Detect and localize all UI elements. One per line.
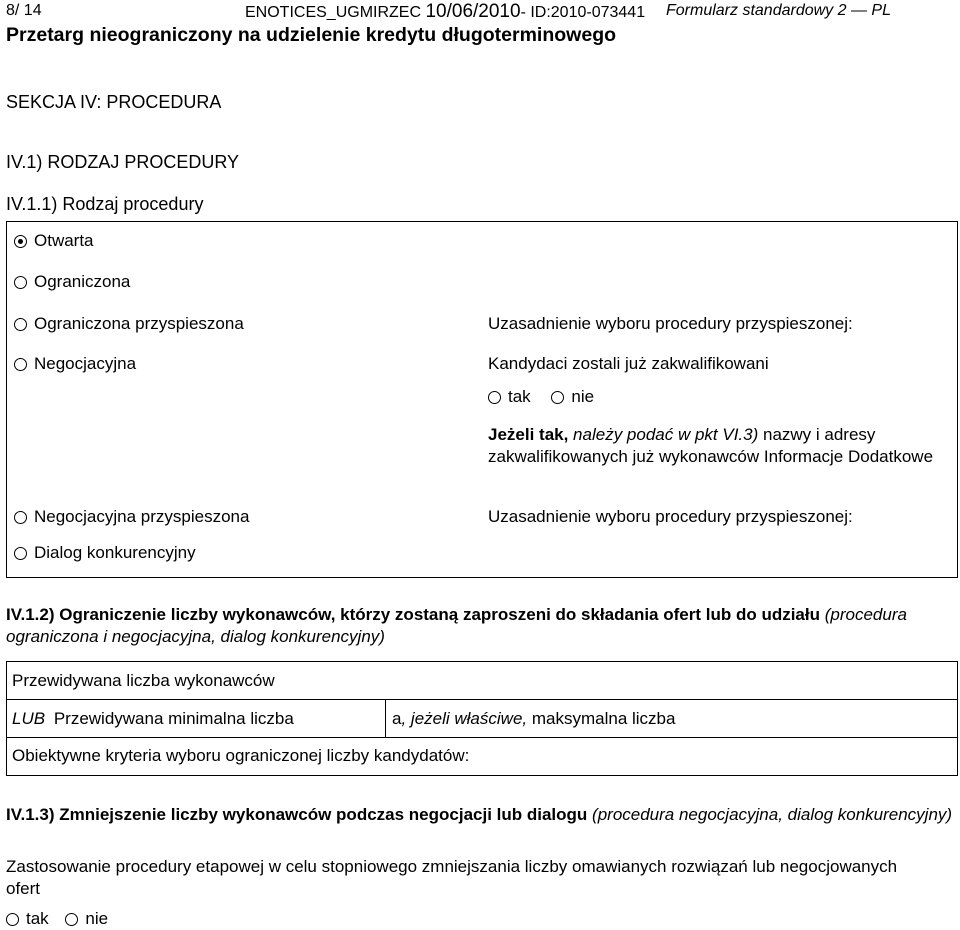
jezeli-rest: nazwy i adresy zakwalifikowanych już wykonawców Informacje Dodatkowe: [488, 425, 934, 466]
iv13-bold: IV.1.3) Zmniejszenie liczby wykonawców podczas negocjacji lub dialogu: [6, 805, 588, 824]
iv12-italic: (procedura ograniczona i negocjacyjna, dialog konkurencyjny): [6, 605, 907, 646]
radio-dialog-label: Dialog konkurencyjny: [34, 543, 196, 562]
iv12-heading: [6, 604, 956, 648]
iv11-heading: IV.1.1) Rodzaj procedury: [6, 194, 204, 214]
zastosowanie-label: Zastosowanie procedury etapowej w celu stopniowego zmniejszania liczby omawianych rozwiązań lub negocjowanych ofert: [6, 857, 898, 898]
notice-id: [245, 1, 645, 24]
radio-checked-icon[interactable]: [14, 235, 27, 248]
divider: [6, 699, 958, 700]
notice-date: 10/06/2010: [425, 1, 521, 22]
obiektywne-label: Obiektywne kryteria wyboru ograniczonej liczby kandydatów:: [12, 746, 470, 765]
radio-negocjacyjna-label: Negocjacyjna: [34, 354, 137, 373]
page-number: 8/ 14: [6, 2, 42, 19]
radio-icon[interactable]: [6, 913, 19, 926]
kandydaci-tak[interactable]: [488, 387, 531, 406]
radio-otwarta[interactable]: [14, 231, 94, 251]
iv12-bold: IV.1.2) Ograniczenie liczby wykonawców, którzy zostaną zaproszeni do składania ofert lub do udziału: [6, 605, 820, 624]
radio-icon[interactable]: [551, 391, 564, 404]
tak-label: tak: [26, 909, 49, 928]
a-label: a: [392, 709, 402, 728]
radio-negocjacyjna[interactable]: [14, 354, 136, 374]
jezeli-italic: należy podać w pkt VI.3): [568, 425, 759, 444]
radio-otwarta-label: Otwarta: [34, 231, 94, 250]
radio-icon[interactable]: [488, 391, 501, 404]
kandydaci-label: Kandydaci zostali już zakwalifikowani: [488, 354, 769, 373]
radio-icon[interactable]: [14, 358, 27, 371]
radio-negocjacyjna-przyspieszona[interactable]: [14, 507, 249, 527]
radio-icon[interactable]: [14, 511, 27, 524]
tak-label: tak: [508, 387, 531, 406]
divider: [6, 737, 958, 738]
radio-icon[interactable]: [14, 276, 27, 289]
jezeli-wlasciwe: , jeżeli właściwe,: [401, 709, 528, 728]
minimalna-label: Przewidywana minimalna liczba: [53, 709, 294, 728]
jezeli-bold: Jeżeli tak,: [488, 425, 569, 444]
radio-negocjacyjna-przyspieszona-label: Negocjacyjna przyspieszona: [34, 507, 250, 526]
maksymalna-row: [392, 709, 675, 729]
etapowa-nie[interactable]: [65, 909, 108, 928]
iv13-heading: [6, 804, 956, 826]
notice-prefix: ENOTICES_UGMIRZEC: [245, 4, 422, 21]
radio-icon[interactable]: [65, 913, 78, 926]
iv13-italic: (procedura negocjacyjna, dialog konkurencyjny): [587, 805, 953, 824]
maksymalna-label: maksymalna liczba: [531, 709, 676, 728]
lub-label: LUB: [12, 709, 46, 728]
jezeli-note: [488, 424, 940, 468]
iv1-heading: IV.1) RODZAJ PROCEDURY: [6, 152, 240, 172]
kandydaci-nie[interactable]: [551, 387, 594, 406]
document-title: Przetarg nieograniczony na udzielenie kredytu długoterminowego: [6, 24, 617, 46]
etapowa-tak[interactable]: [6, 909, 49, 928]
kandydaci-options: [488, 387, 594, 407]
radio-icon[interactable]: [14, 547, 27, 560]
radio-ograniczona-przyspieszona[interactable]: [14, 314, 244, 334]
przewidywana-label: Przewidywana liczba wykonawców: [12, 671, 275, 690]
uzasadnienie-label: Uzasadnienie wyboru procedury przyspieszonej:: [488, 314, 853, 333]
divider: [385, 699, 386, 737]
nie-label: nie: [571, 387, 595, 406]
section-heading: SEKCJA IV: PROCEDURA: [6, 92, 222, 112]
radio-dialog[interactable]: [14, 543, 196, 563]
minimalna-row: [12, 709, 294, 729]
radio-ograniczona-przyspieszona-label: Ograniczona przyspieszona: [34, 314, 244, 333]
form-type: Formularz standardowy 2 — PL: [666, 2, 891, 19]
notice-number: - ID:2010-073441: [520, 4, 646, 21]
uzasadnienie-label-2: Uzasadnienie wyboru procedury przyspieszonej:: [488, 507, 853, 526]
etapowa-options: [6, 909, 108, 929]
radio-ograniczona[interactable]: [14, 272, 130, 292]
radio-icon[interactable]: [14, 318, 27, 331]
nie-label: nie: [85, 909, 109, 928]
radio-ograniczona-label: Ograniczona: [34, 272, 131, 291]
